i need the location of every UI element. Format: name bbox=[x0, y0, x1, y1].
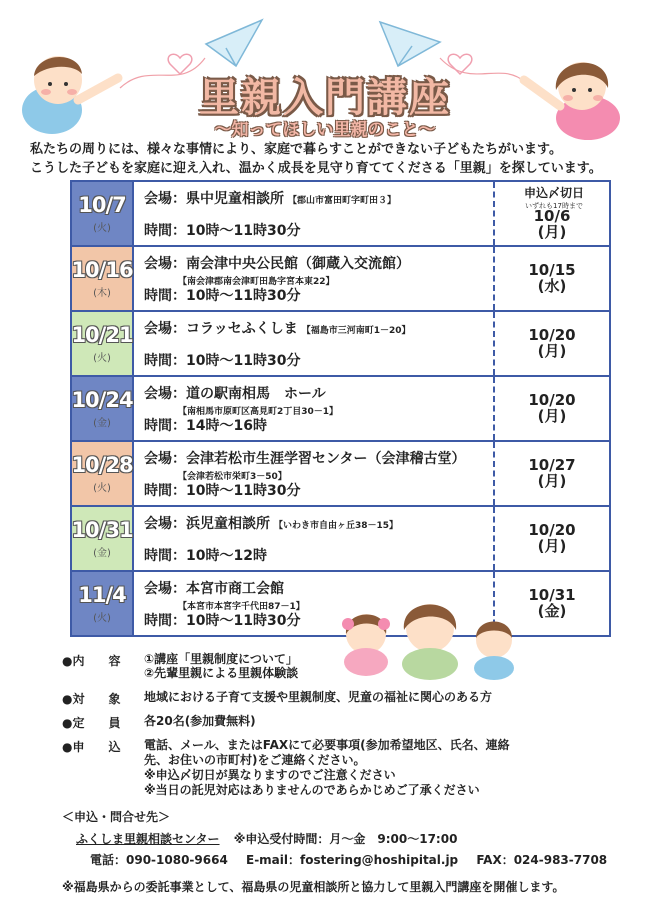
deadline-cell bbox=[493, 507, 609, 570]
contact-hours: ※申込受付時間：月～金 9:00～17:00 bbox=[233, 832, 458, 846]
footer-note: ※福島県からの委託事業として、福島県の児童相談所と協力して里親入門講座を開催します。 bbox=[62, 880, 565, 894]
girl-left-illustration bbox=[342, 614, 390, 676]
intro-line: 私たちの周りには、様々な事情により、家庭で暮らすことができない子どもたちがいます。 bbox=[30, 142, 562, 157]
schedule-table bbox=[70, 180, 611, 637]
paper-plane-icon bbox=[206, 20, 262, 66]
session-dow: (木) bbox=[93, 288, 111, 299]
schedule-row bbox=[70, 310, 611, 377]
contact-details bbox=[90, 851, 607, 868]
deadline-dow: (月) bbox=[537, 471, 567, 490]
session-venue-name: 会場：本宮市商工会館 bbox=[144, 581, 284, 597]
detail-apply-line: 先、お住いの市町村)をご連絡ください。 bbox=[144, 753, 366, 767]
session-date: 10/31 bbox=[71, 518, 133, 542]
session-date: 11/4 bbox=[78, 583, 126, 607]
session-info bbox=[134, 312, 493, 375]
deadline-dow: (月) bbox=[537, 222, 567, 241]
deadline-dow: (月) bbox=[537, 536, 567, 555]
deadline-date: 10/27 bbox=[528, 455, 576, 474]
session-time: 時間：10時～11時30分 bbox=[144, 288, 301, 304]
deadline-cell bbox=[493, 377, 609, 440]
intro-line: こうした子どもを家庭に迎え入れ、温かく成長を見守り育ててくださる「里親」を探しています。 bbox=[30, 161, 602, 176]
session-venue-name: 会場：コラッセふくしま bbox=[144, 321, 298, 337]
deadline-header-title: 申込〆切日 bbox=[523, 186, 584, 200]
session-venue-name: 会場：会津若松市生涯学習センター（会津稽古堂） bbox=[144, 451, 466, 467]
deadline-dow: (月) bbox=[537, 341, 567, 360]
detail-content-line: ①講座「里親制度について」 bbox=[144, 652, 298, 666]
contact-email[interactable]: E-mail：fostering@hoshipital.jp bbox=[246, 853, 459, 867]
session-venue bbox=[144, 448, 469, 468]
deadline-date: 10/31 bbox=[528, 585, 576, 604]
session-time: 時間：10時～11時30分 bbox=[144, 353, 301, 369]
paper-plane-icon bbox=[380, 22, 440, 66]
session-date: 10/7 bbox=[78, 193, 126, 217]
detail-content-line: ②先輩里親による里親体験談 bbox=[144, 666, 299, 680]
session-address-line2: 【会津若松市栄町3－50】 bbox=[178, 472, 287, 482]
date-cell bbox=[72, 182, 134, 245]
contact-center bbox=[76, 830, 457, 847]
session-date: 10/16 bbox=[71, 258, 133, 282]
schedule-row bbox=[70, 505, 611, 572]
session-venue bbox=[144, 513, 398, 533]
detail-apply-line: ※申込〆切日が異なりますのでご注意ください bbox=[144, 768, 396, 782]
date-cell bbox=[72, 377, 134, 440]
session-date: 10/24 bbox=[71, 388, 133, 412]
session-time: 時間：10時～11時30分 bbox=[144, 223, 301, 239]
session-venue bbox=[144, 253, 414, 273]
session-info bbox=[134, 377, 493, 440]
detail-target-text: 地域における子育て支援や里親制度、児童の福祉に関心のある方 bbox=[144, 690, 493, 704]
session-dow: (火) bbox=[93, 223, 111, 234]
deadline-header-note: いずれも17時まで bbox=[525, 202, 583, 210]
girl-center-illustration bbox=[402, 604, 458, 680]
session-date: 10/21 bbox=[71, 323, 133, 347]
schedule-row bbox=[70, 440, 611, 507]
detail-content-label: ●内 容 bbox=[62, 654, 121, 668]
session-info bbox=[134, 507, 493, 570]
deadline-dow: (水) bbox=[537, 276, 567, 295]
detail-apply-line: 電話、メール、またはFAXにて必要事項(参加希望地区、氏名、連絡 bbox=[144, 738, 510, 752]
session-venue-name: 会場：道の駅南相馬 ホール bbox=[144, 386, 326, 402]
deadline-header bbox=[497, 184, 611, 211]
session-venue bbox=[144, 188, 396, 208]
session-dow: (火) bbox=[93, 483, 111, 494]
session-venue-name: 会場：南会津中央公民館（御蔵入交流館） bbox=[144, 256, 410, 272]
session-info bbox=[134, 442, 493, 505]
deadline-cell bbox=[493, 247, 609, 310]
detail-apply-label: ●申 込 bbox=[62, 740, 121, 754]
session-date: 10/28 bbox=[71, 453, 133, 477]
deadline-date: 10/20 bbox=[528, 390, 576, 409]
session-venue bbox=[144, 318, 411, 338]
detail-target-label: ●対 象 bbox=[62, 692, 121, 706]
session-info bbox=[134, 247, 493, 310]
session-time: 時間：10時～12時 bbox=[144, 548, 267, 564]
session-venue-name: 会場：浜児童相談所 bbox=[144, 516, 270, 532]
schedule-row bbox=[70, 375, 611, 442]
intro-text bbox=[30, 140, 630, 178]
session-venue bbox=[144, 383, 330, 403]
session-venue bbox=[144, 578, 288, 598]
deadline-date: 10/20 bbox=[528, 325, 576, 344]
date-cell bbox=[72, 442, 134, 505]
deadline-dow: (月) bbox=[537, 406, 567, 425]
boy-right-illustration bbox=[474, 622, 514, 681]
session-address-line2: 【本宮市本宮字千代田87－1】 bbox=[178, 602, 305, 612]
session-time: 時間：10時～11時30分 bbox=[144, 483, 301, 499]
date-cell bbox=[72, 507, 134, 570]
session-venue-name: 会場：県中児童相談所 bbox=[144, 191, 284, 207]
contact-fax: FAX：024-983-7708 bbox=[476, 853, 608, 867]
deadline-date: 10/15 bbox=[528, 260, 576, 279]
session-time: 時間：10時～11時30分 bbox=[144, 613, 301, 629]
deadline-dow: (金) bbox=[537, 601, 567, 620]
deadline-date: 10/20 bbox=[528, 520, 576, 539]
schedule-row bbox=[70, 245, 611, 312]
detail-apply-line: ※当日の託児対応はありませんのであらかじめご了承ください bbox=[144, 783, 480, 797]
session-address: 【いわき市自由ヶ丘38－15】 bbox=[274, 521, 399, 531]
contact-heading: ＜申込・問合せ先＞ bbox=[62, 810, 171, 824]
session-address-line2: 【南相馬市原町区高見町2丁目30－1】 bbox=[178, 407, 339, 417]
session-address: 【福島市三河南町1－20】 bbox=[301, 326, 411, 336]
session-time: 時間：14時～16時 bbox=[144, 418, 267, 434]
session-address-line2: 【南会津郡南会津町田島字宮本東22】 bbox=[178, 277, 335, 287]
contact-center-name[interactable]: ふくしま里親相談センター bbox=[76, 832, 220, 846]
page-title: 里親入門講座 bbox=[199, 75, 451, 121]
session-info bbox=[134, 182, 493, 245]
detail-capacity-text: 各20名(参加費無料) bbox=[144, 714, 256, 728]
deadline-date: 10/6 bbox=[533, 206, 571, 225]
session-dow: (金) bbox=[93, 418, 111, 429]
session-dow: (金) bbox=[93, 548, 111, 559]
date-cell bbox=[72, 312, 134, 375]
date-cell bbox=[72, 572, 134, 635]
detail-capacity-label: ●定 員 bbox=[62, 716, 121, 730]
page-subtitle: ～知ってほしい里親のこと～ bbox=[214, 120, 436, 140]
session-dow: (火) bbox=[93, 353, 111, 364]
deadline-cell bbox=[493, 442, 609, 505]
deadline-cell bbox=[493, 312, 609, 375]
children-illustration bbox=[330, 590, 530, 680]
date-cell bbox=[72, 247, 134, 310]
session-address: 【郡山市富田町字町田３】 bbox=[288, 196, 397, 206]
contact-phone[interactable]: 電話：090-1080-9664 bbox=[90, 853, 228, 867]
session-dow: (火) bbox=[93, 613, 111, 624]
